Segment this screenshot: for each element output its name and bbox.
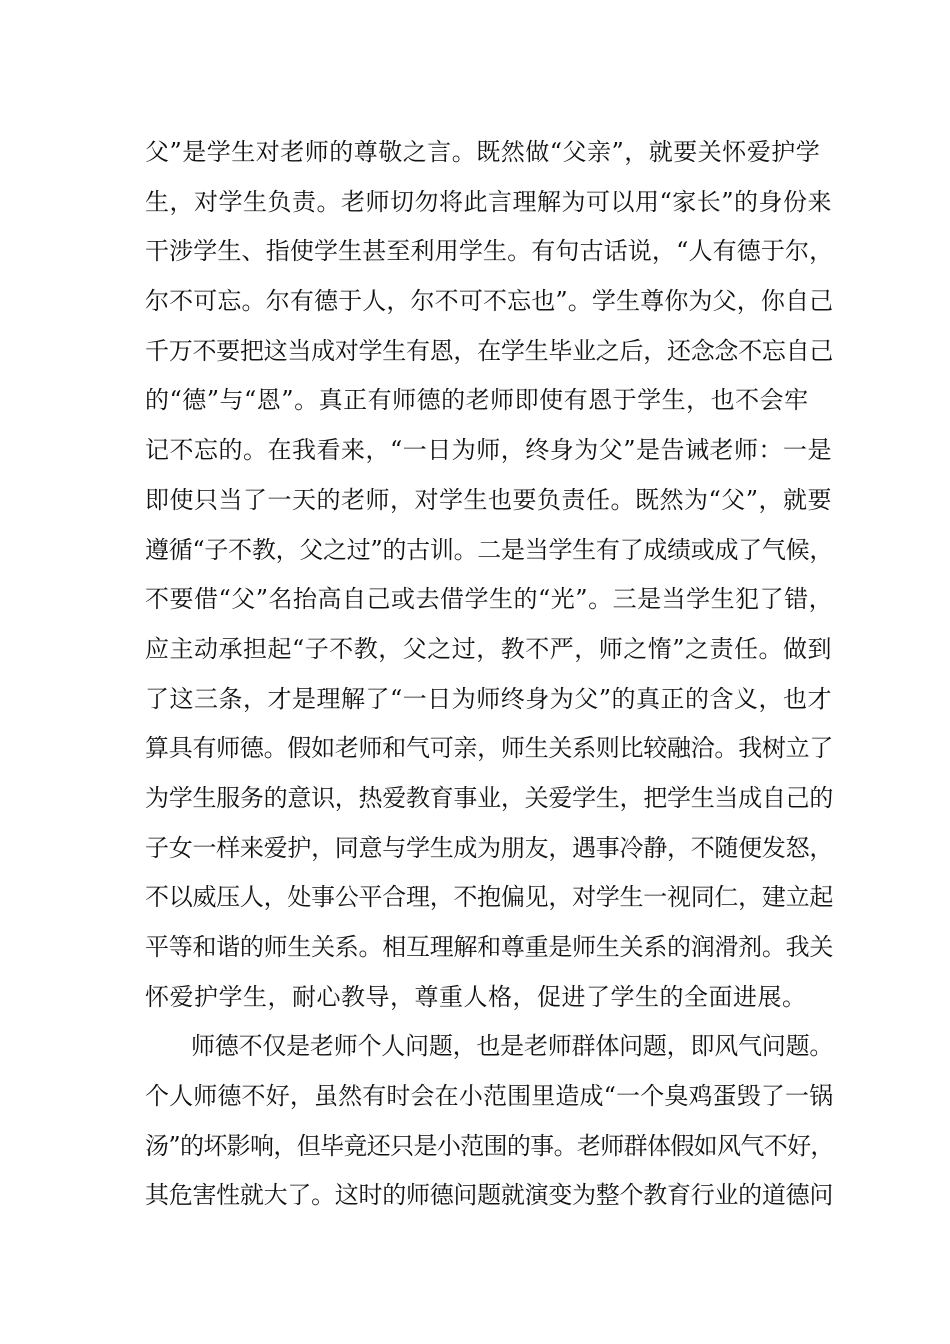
text-line: 父”是学生对老师的尊敬之言。既然做“父亲”，就要关怀爱护学 <box>145 138 821 166</box>
text-line: 个人师德不好，虽然有时会在小范围里造成“一个臭鸡蛋毁了一锅 <box>145 1082 834 1111</box>
body-text <box>145 128 835 1221</box>
text-line: 为学生服务的意识，热爱教育事业，关爱学生，把学生当成自己的 <box>145 783 834 812</box>
text-line: 干涉学生、指使学生甚至利用学生。有句古话说，“人有德于尔， <box>145 237 834 266</box>
text-line: 了这三条，才是理解了“一日为师终身为父”的真正的含义，也才 <box>145 684 833 713</box>
text-line: 尔不可忘。尔有德于人，尔不可不忘也”。学生尊你为父，你自己 <box>145 287 834 316</box>
text-line: 记不忘的。在我看来，“一日为师，终身为父”是告诫老师：一是 <box>145 436 833 465</box>
text-line: 怀爱护学生，耐心教导，尊重人格，促进了学生的全面进展。 <box>145 982 807 1011</box>
text-line: 其危害性就大了。这时的师德问题就演变为整个教育行业的道德问 <box>145 1181 834 1210</box>
text-line: 算具有师德。假如老师和气可亲，师生关系则比较融洽。我树立了 <box>145 734 834 763</box>
text-line: 平等和谐的师生关系。相互理解和尊重是师生关系的润滑剂。我关 <box>145 933 834 961</box>
text-line: 应主动承担起“子不教，父之过，教不严，师之惰”之责任。做到 <box>145 634 833 663</box>
text-line: 的“德”与“恩”。真正有师德的老师即使有恩于学生，也不会牢 <box>145 386 809 415</box>
text-line: 即使只当了一天的老师，对学生也要负责任。既然为“父”，就要 <box>145 485 833 514</box>
text-line: 不要借“父”名抬高自己或去借学生的“光”。三是当学生犯了错， <box>145 585 834 614</box>
text-line: 汤”的坏影响，但毕竟还只是小范围的事。老师群体假如风气不好， <box>145 1131 834 1160</box>
text-line: 师德不仅是老师个人问题，也是老师群体问题，即风气问题。 <box>191 1032 834 1061</box>
text-line: 不以威压人，处事公平合理，不抱偏见，对学生一视同仁，建立起 <box>145 883 834 912</box>
text-line: 遵循“子不教，父之过”的古训。二是当学生有了成绩或成了气候， <box>145 535 834 564</box>
text-line: 生，对学生负责。老师切勿将此言理解为可以用“家长”的身份来 <box>145 187 833 216</box>
text-line: 子女一样来爱护，同意与学生成为朋友，遇事冷静，不随便发怒， <box>145 833 834 862</box>
text-line: 千万不要把这当成对学生有恩，在学生毕业之后，还念念不忘自己 <box>145 336 834 365</box>
